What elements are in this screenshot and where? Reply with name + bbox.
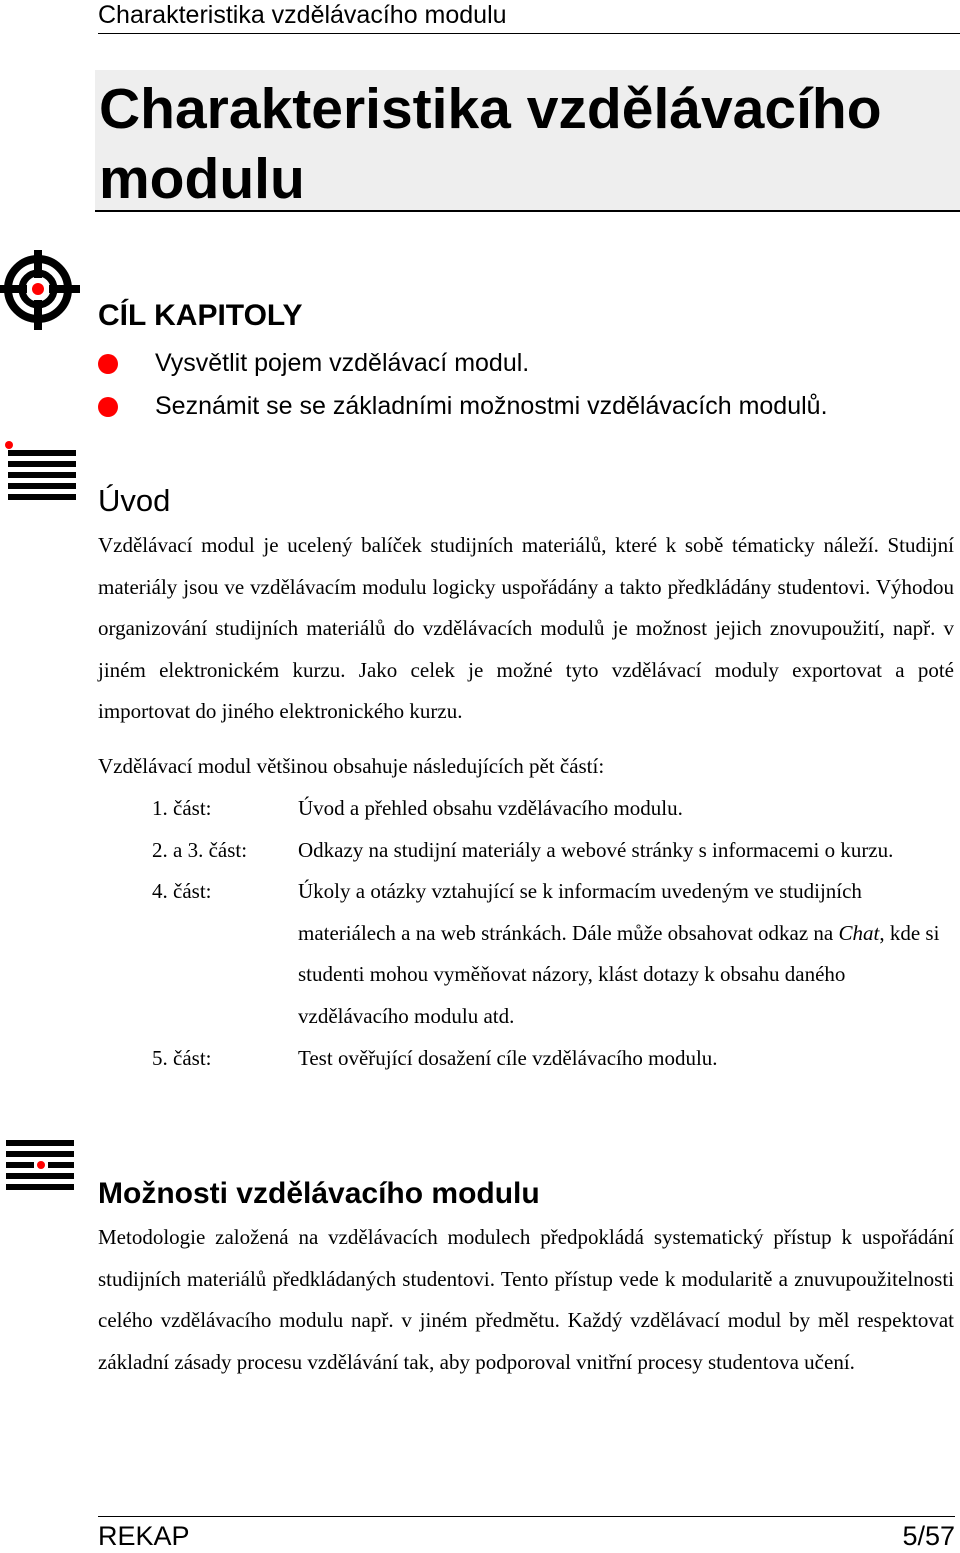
part-row xyxy=(152,1038,957,1080)
part-label: 4. část: xyxy=(152,879,212,904)
page-number: 5/57 xyxy=(902,1521,955,1551)
red-dot-bullet-icon xyxy=(98,354,118,374)
goal-text: Vysvětlit pojem vzdělávací modul. xyxy=(155,349,530,377)
stacked-lines-icon xyxy=(4,440,76,506)
part-text: Odkazy na studijní materiály a webové stránky s informacemi o kurzu. xyxy=(298,837,894,862)
intro-paragraph: Vzdělávací modul je ucelený balíček studijních materiálů, které k sobě tématicky náleží. Studijní materiály jsou ve vzdělávacím modulu logicky uspořádány a takto předkládány studentovi. Výhodou organizování studijních materiálů do vzdělávacích modulů je možnost jejich znovupoužití, např. v jiném elektronickém kurzu. Jako celek je možné tyto vzdělávací moduly exportovat a poté importovat do jiného elektronického kurzu. xyxy=(98,533,954,724)
parts-intro: Vzdělávací modul většinou obsahuje následujících pět částí: xyxy=(98,754,605,778)
part-text: Test ověřující dosažení cíle vzdělávacího modulu. xyxy=(298,1045,718,1070)
target-crosshair-icon xyxy=(0,250,80,330)
goal-text: Seznámit se se základními možnostmi vzdělávacích modulů. xyxy=(155,392,828,420)
part-text xyxy=(298,871,957,1037)
part-text-segment: Úkoly a otázky vztahující se k informacím uvedeným ve studijních materiálech a na web stránkách. Dále může obsahovat odkaz na xyxy=(298,879,862,945)
goal-heading: CÍL KAPITOLY xyxy=(98,299,303,332)
part-label: 2. a 3. část: xyxy=(152,837,248,862)
part-text-segment: , kde si studenti mohou vyměňovat názory, klást dotazy k obsahu daného vzdělávacího modulu atd. xyxy=(298,920,940,1028)
parts-list xyxy=(152,788,957,1079)
red-dot-bullet-icon xyxy=(98,397,118,417)
chapter-title-band xyxy=(95,70,960,212)
part-row xyxy=(152,830,957,872)
running-footer xyxy=(98,1516,955,1549)
chapter-title: Charakteristika vzdělávacího modulu xyxy=(99,77,882,211)
options-paragraph: Metodologie založená na vzdělávacích modulech předpokládá systematický přístup k uspořádání studijních materiálů předkládaných studentovi. Tento přístup vede k modularitě a znuvupoužitelnosti celého vzdělávacího modulu např. v jiném předmětu. Každý vzdělávací modul by měl respektovat základní zásady procesu vzdělávání tak, aby podporoval vnitřní procesy studentova učení. xyxy=(98,1225,954,1374)
intro-heading: Úvod xyxy=(98,483,171,518)
options-heading: Možnosti vzdělávacího modulu xyxy=(98,1177,540,1210)
part-text: Úvod a přehled obsahu vzdělávacího modulu. xyxy=(298,796,683,820)
part-label: 1. část: xyxy=(152,796,212,820)
stacked-lines-icon xyxy=(4,1140,76,1192)
part-row xyxy=(152,788,957,830)
footer-course-name: REKAP xyxy=(98,1521,190,1551)
running-header: Charakteristika vzdělávacího modulu xyxy=(98,0,960,34)
part-row xyxy=(152,871,957,1037)
chat-term: Chat xyxy=(838,920,880,945)
part-label: 5. část: xyxy=(152,1045,212,1070)
